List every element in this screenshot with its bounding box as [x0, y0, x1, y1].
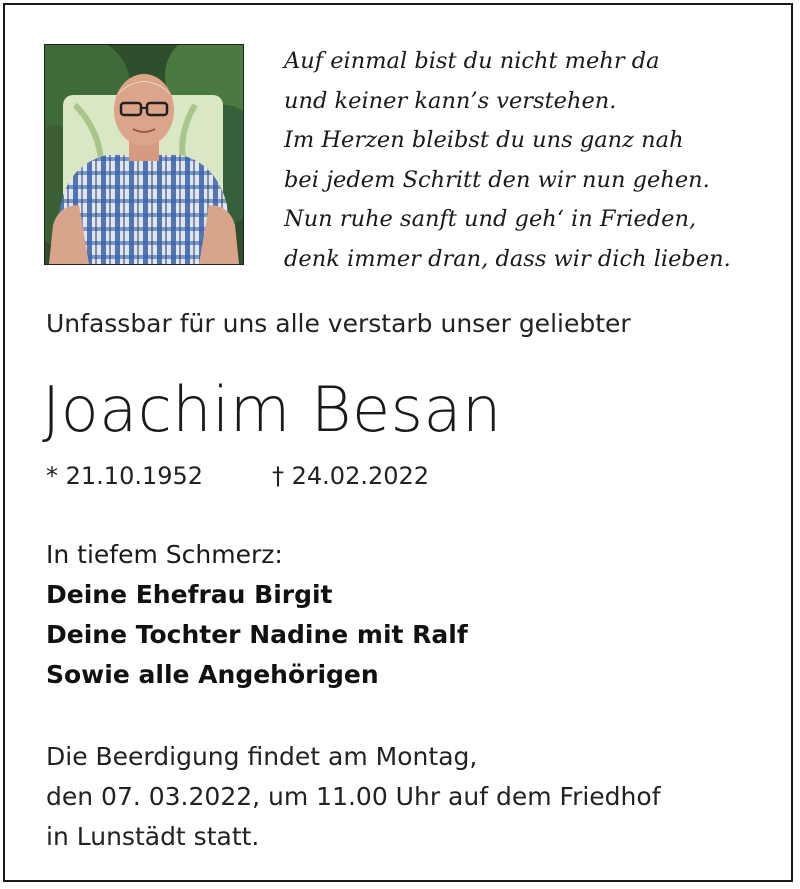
mourners-heading: In tiefem Schmerz:: [46, 540, 283, 569]
funeral-notice: [46, 737, 661, 857]
poem-line: Nun ruhe sanft und geh‘ in Frieden,: [284, 206, 697, 232]
life-dates: [46, 462, 430, 490]
mourner-line: Deine Ehefrau Birgit: [46, 580, 333, 609]
mourner-line: Sowie alle Angehörigen: [46, 660, 379, 689]
poem-line: Im Herzen bleibst du uns ganz nah: [284, 127, 684, 153]
portrait-photo: [44, 44, 244, 265]
mourners-block: [46, 535, 468, 695]
funeral-line: Die Beerdigung findet am Montag,: [46, 742, 478, 771]
poem-line: bei jedem Schritt den wir nun gehen.: [284, 166, 710, 193]
deceased-name: Joachim Besan: [42, 373, 502, 446]
poem-line: denk immer dran, dass wir dich lieben.: [284, 245, 731, 272]
birth-date: * 21.10.1952: [46, 462, 204, 490]
memorial-poem: [284, 42, 784, 279]
poem-line: und keiner kann’s verstehen.: [284, 87, 617, 114]
poem-line: Auf einmal bist du nicht mehr da: [284, 48, 660, 74]
death-date: † 24.02.2022: [272, 462, 430, 490]
funeral-line: den 07. 03.2022, um 11.00 Uhr auf dem Friedhof: [46, 782, 661, 811]
intro-text: Unfassbar für uns alle verstarb unser geliebter: [46, 309, 631, 338]
mourner-line: Deine Tochter Nadine mit Ralf: [46, 620, 468, 649]
funeral-line: in Lunstädt statt.: [46, 822, 260, 851]
